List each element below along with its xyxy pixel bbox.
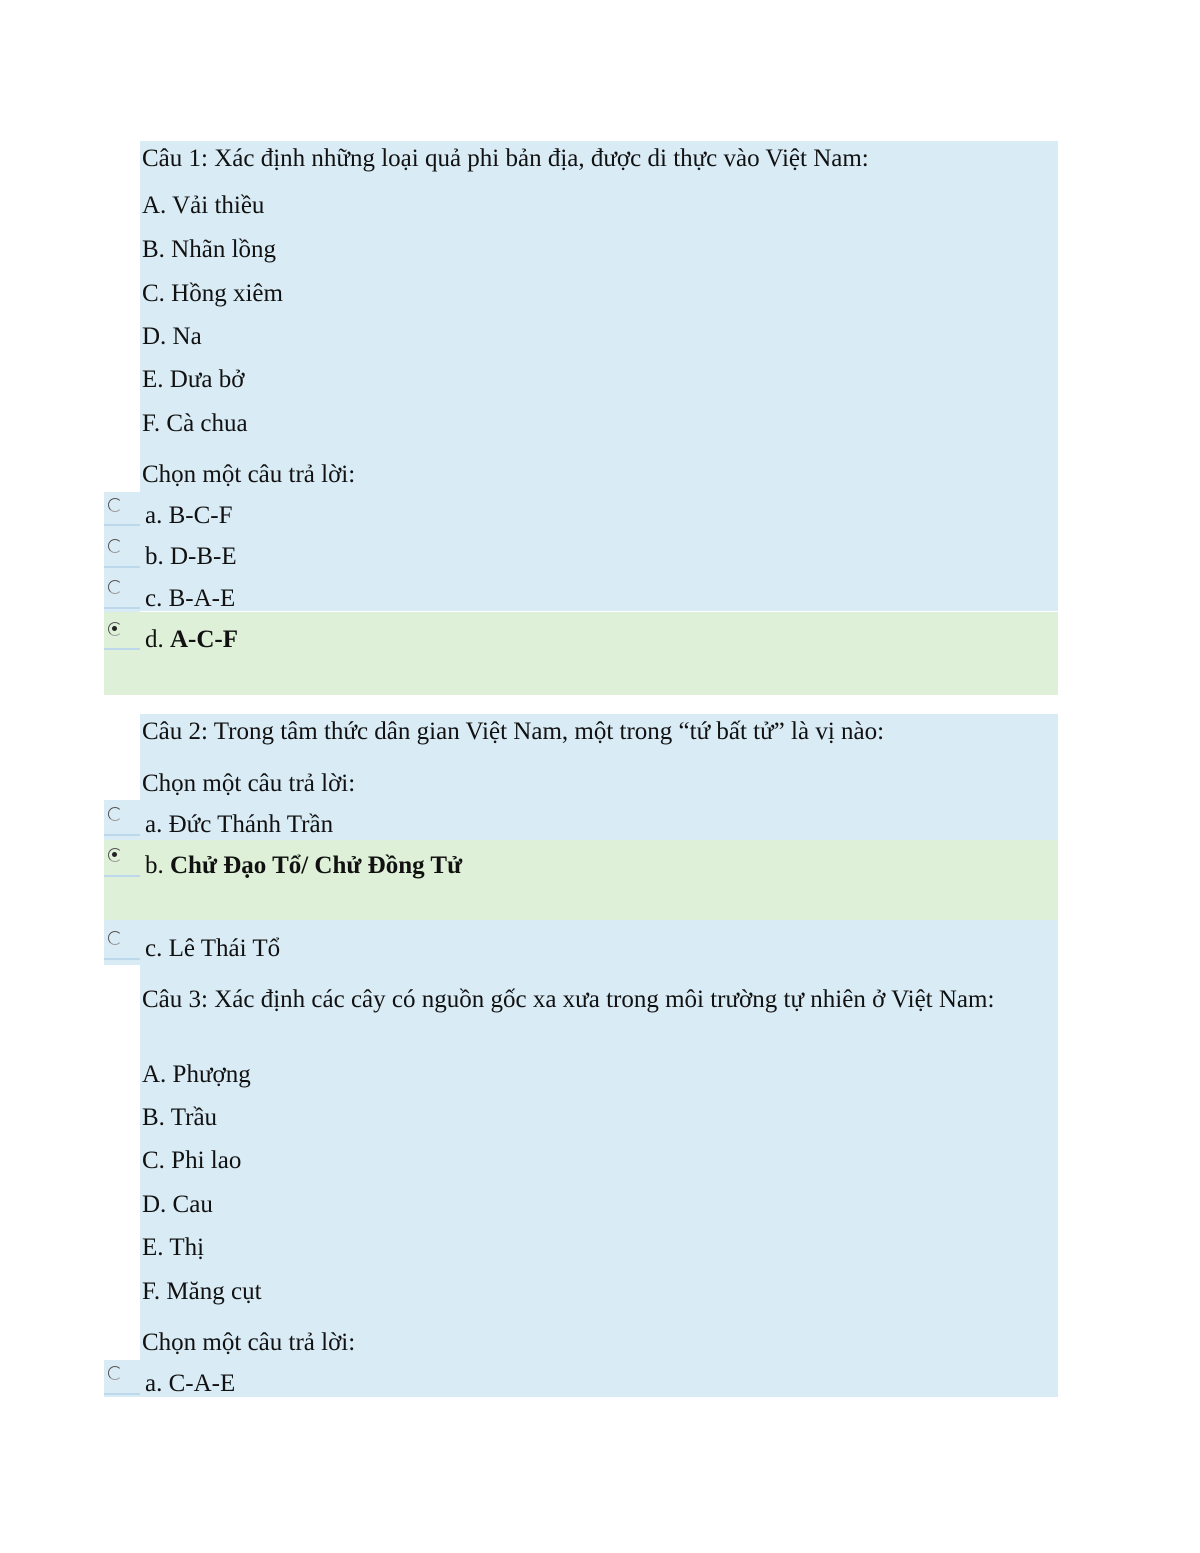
q2-radio-b-selected[interactable] (108, 848, 122, 862)
q1-item-a: A. Vải thiều (142, 192, 265, 219)
q3-radio-a[interactable] (108, 1366, 122, 1380)
q3-item-b: B. Trầu (142, 1104, 218, 1131)
q1-option-a[interactable]: a. B-C-F (145, 502, 233, 529)
q1-option-b[interactable]: b. D-B-E (145, 543, 237, 570)
q1-selected-row (104, 612, 1058, 695)
q1-radio-c[interactable] (108, 580, 122, 594)
q1-item-c: C. Hồng xiêm (142, 280, 283, 307)
q2-option-b-label: Chử Đạo Tổ/ Chử Đồng Tử (170, 852, 463, 879)
q2-radio-c[interactable] (108, 931, 122, 945)
q3-item-f: F. Măng cụt (142, 1278, 262, 1305)
q2-option-b-prefix: b. (145, 852, 170, 879)
q3-item-d: D. Cau (142, 1191, 213, 1218)
q1-radio-b[interactable] (108, 539, 122, 553)
q3-item-a: A. Phượng (142, 1061, 251, 1088)
q2-option-a[interactable]: a. Đức Thánh Trần (145, 811, 334, 838)
q2-option-b[interactable] (145, 850, 462, 881)
q3-question: Câu 3: Xác định các cây có nguồn gốc xa xưa trong môi trường tự nhiên ở Việt Nam: (142, 986, 995, 1013)
q1-radio-d-underline (104, 648, 140, 650)
q1-radio-b-underline (104, 566, 140, 568)
q2-radio-c-underline (104, 958, 140, 960)
q1-radio-a[interactable] (108, 498, 122, 512)
q1-option-d-label: A-C-F (170, 626, 239, 653)
q2-radio-a-underline (104, 834, 140, 836)
q2-option-c[interactable]: c. Lê Thái Tổ (145, 935, 281, 962)
q3-radio-a-underline (104, 1393, 140, 1395)
q1-item-d: D. Na (142, 323, 202, 350)
q1-option-c[interactable]: c. B-A-E (145, 585, 236, 612)
q3-options-strip (104, 1360, 140, 1397)
q1-option-d[interactable] (145, 624, 238, 655)
q2-radio-b-underline (104, 875, 140, 877)
q2-question: Câu 2: Trong tâm thức dân gian Việt Nam, một trong “tứ bất tử” là vị nào: (142, 718, 885, 745)
q3-prompt: Chọn một câu trả lời: (142, 1329, 356, 1356)
q2-prompt: Chọn một câu trả lời: (142, 770, 356, 797)
q3-option-a[interactable]: a. C-A-E (145, 1370, 236, 1397)
q1-prompt: Chọn một câu trả lời: (142, 461, 356, 488)
q1-radio-d-selected[interactable] (108, 622, 122, 636)
q1-item-e: E. Dưa bở (142, 366, 245, 393)
q1-radio-c-underline (104, 607, 140, 609)
q1-option-d-prefix: d. (145, 626, 170, 653)
q3-item-e: E. Thị (142, 1234, 205, 1261)
q1-radio-a-underline (104, 524, 140, 526)
q2-radio-a[interactable] (108, 807, 122, 821)
q1-item-b: B. Nhãn lồng (142, 236, 277, 263)
q3-item-c: C. Phi lao (142, 1147, 242, 1174)
q1-panel (140, 141, 1058, 611)
q1-item-f: F. Cà chua (142, 410, 248, 437)
q1-question: Câu 1: Xác định những loại quả phi bản địa, được di thực vào Việt Nam: (142, 145, 869, 172)
